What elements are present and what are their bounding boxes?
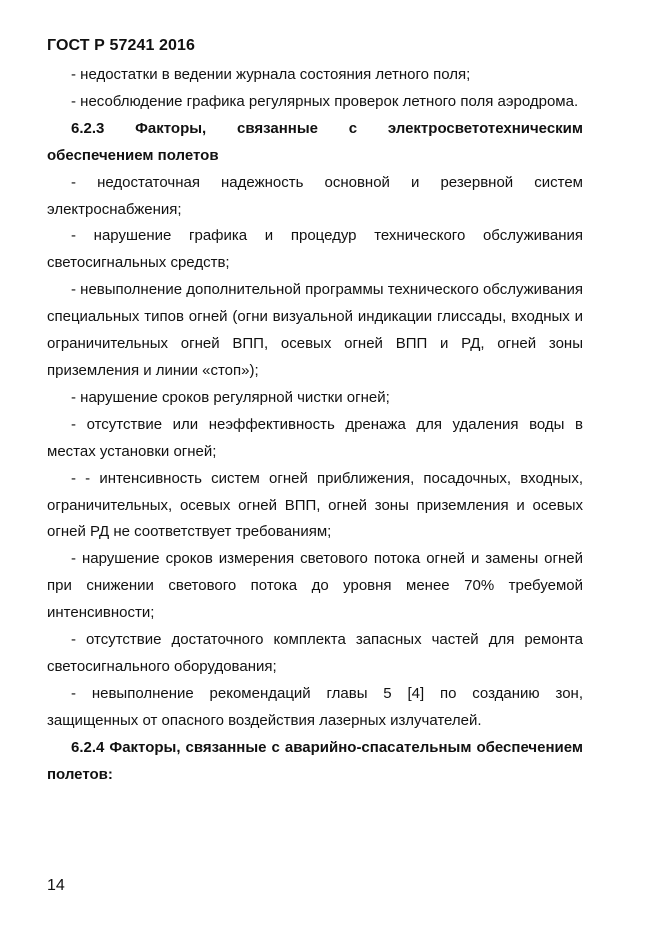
document-body	[47, 62, 583, 788]
list-item-inspection-schedule: - несоблюдение графика регулярных проверок летного поля аэродрома.	[71, 92, 579, 110]
list-item-light-flux: - нарушение сроков измерения светового потока огней и замены огней при снижении светового потока до уровня менее 70% требуемой интенсивности;	[47, 550, 583, 622]
list-item-power-supply: - недостаточная надежность основной и резервной систем электроснабжения;	[47, 173, 583, 218]
list-item-intensity: - - интенсивность систем огней приближения, посадочных, входных, ограничительных, осевых огней ВПП, огней зоны приземления и осевых огней РД не соответствует требованиям;	[47, 469, 583, 541]
list-item-additional-program: - невыполнение дополнительной программы технического обслуживания специальных типов огней (огни визуальной индикации глиссады, входных и ограничительных огней ВПП, осевых огней ВПП и РД, огней зоны приземления и линии «стоп»);	[47, 281, 583, 379]
document-header: ГОСТ Р 57241 2016	[47, 37, 196, 54]
list-item-defects-log: - недостатки в ведении журнала состояния летного поля;	[71, 66, 471, 83]
list-item-drainage: - отсутствие или неэффективность дренажа для удаления воды в местах установки огней;	[47, 415, 583, 460]
list-item-cleaning: - нарушение сроков регулярной чистки огней;	[71, 388, 390, 406]
list-item-spare-parts: - отсутствие достаточного комплекта запасных частей для ремонта светосигнального оборудования;	[47, 631, 583, 675]
list-item-maintenance-schedule: - нарушение графика и процедур технического обслуживания светосигнальных средств;	[47, 227, 583, 272]
section-heading-6-2-3: 6.2.3 Факторы, связанные с электросветотехническим обеспечением полетов	[47, 119, 583, 164]
page-number: 14	[47, 877, 65, 894]
list-item-laser-zones: - невыполнение рекомендаций главы 5 [4] по созданию зон, защищенных от опасного воздействия лазерных излучателей.	[47, 684, 583, 729]
section-heading-6-2-4: 6.2.4 Факторы, связанные с аварийно-спасательным обеспечением полетов:	[47, 738, 583, 783]
